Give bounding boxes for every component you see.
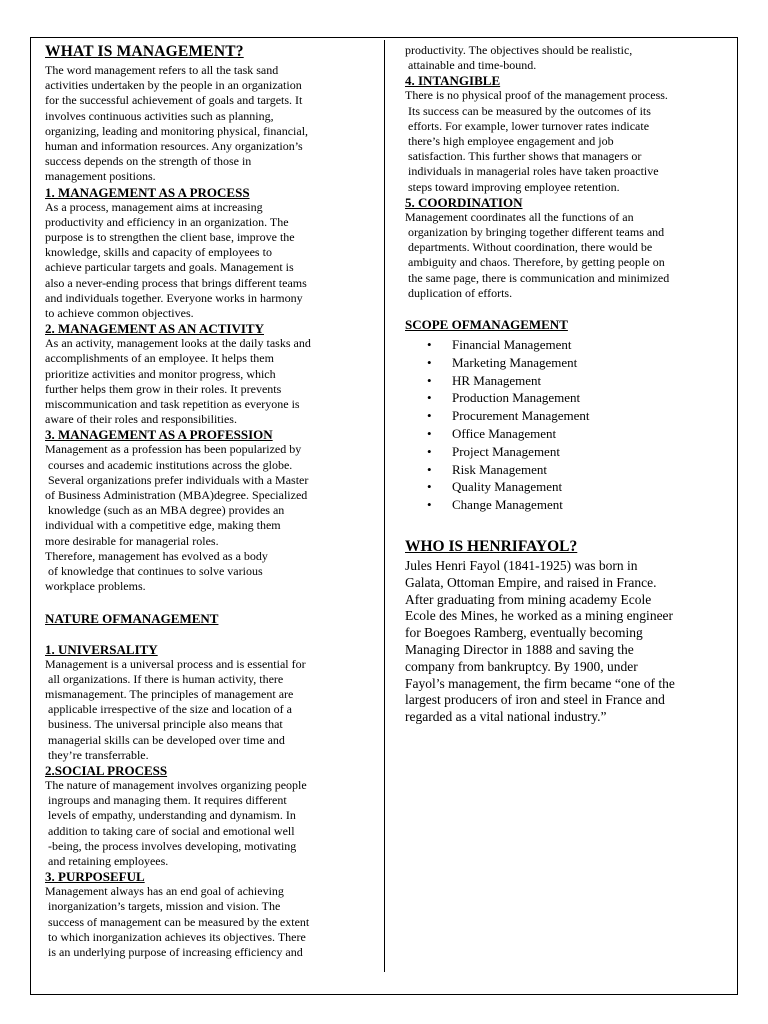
- bullet-icon: •: [427, 497, 432, 513]
- bullet-icon: •: [427, 461, 432, 477]
- section-heading-social-process: 2.SOCIAL PROCESS: [45, 762, 168, 778]
- nature-heading: NATURE OFMANAGEMENT: [45, 610, 219, 626]
- section-text-coordination: Management coordinates all the functions of an organization by bringing together different teams and departments. Without coordination, there would be ambiguity and chaos. Therefore, by getting people on the same page, there is communication and minimized duplication of efforts.: [405, 209, 670, 300]
- bullet-icon: •: [427, 443, 432, 459]
- bullet-icon: •: [427, 337, 432, 353]
- list-item: • Office Management: [427, 426, 557, 442]
- right-column: [405, 43, 725, 726]
- list-item: • Change Management: [427, 497, 563, 513]
- section-heading-profession: 3. MANAGEMENT AS A PROFESSION: [45, 427, 273, 443]
- scope-list: [405, 336, 725, 514]
- left-column: [45, 43, 365, 960]
- column-divider: [384, 40, 385, 972]
- list-item: • Production Management: [427, 390, 581, 406]
- list-item: • Marketing Management: [427, 354, 578, 370]
- scope-heading: SCOPE OFMANAGEMENT: [405, 317, 568, 333]
- section-heading-universality: 1. UNIVERSALITY: [45, 641, 158, 657]
- section-text-universality: Management is a universal process and is essential for all organizations. If there is human activity, there mismanagement. The principles of management are applicable irrespective of the size and location of a business. The universal principle also means that managerial skills can be developed over time and they’re transferrable.: [45, 656, 306, 762]
- list-item: • HR Management: [427, 372, 542, 388]
- section-text-profession: Management as a profession has been popularized by courses and academic institutions across the globe. Several organizations prefer individuals with a Master of Business Administration (MBA)degree. Specialized knowledge (such as an MBA degree) provides an individual with a competitive edge, making them more desirable for managerial roles. Therefore, management has evolved as a body of knowledge that continues to solve various workplace problems.: [45, 442, 309, 594]
- bullet-icon: •: [427, 372, 432, 388]
- bullet-icon: •: [427, 426, 432, 442]
- list-item: • Procurement Management: [427, 408, 590, 424]
- list-item: • Project Management: [427, 443, 560, 459]
- section-text-process: As a process, management aims at increasing productivity and efficiency in an organization. The purpose is to strengthen the client base, improve the knowledge, skills and capacity of employees to achieve particular targets and goals. Management is also a never-ending process that brings different teams and individuals together. Everyone works in harmony to achieve common objectives.: [45, 199, 307, 321]
- bullet-icon: •: [427, 354, 432, 370]
- intro-paragraph: The word management refers to all the task sand activities undertaken by the people in an organization for the successful achievement of goals and targets. It involves continuous activities such as planning, organizing, leading and monitoring physical, financial, human and information resources. Any organization’s success depends on the strength of those in management positions.: [45, 63, 309, 184]
- section-text-activity: As an activity, management looks at the daily tasks and accomplishments of an employee. It helps them prioritize activities and monitor progress, which further helps them grow in their roles. It prevents miscommunication and task repetition as everyone is aware of their roles and responsibilities.: [45, 336, 311, 427]
- section-heading-intangible: 4. INTANGIBLE: [405, 73, 501, 89]
- bullet-icon: •: [427, 390, 432, 406]
- section-text-social-process: The nature of management involves organizing people ingroups and managing them. It requires different levels of empathy, understanding and dynamism. In addition to taking care of social and emotional well -being, the process involves developing, motivating and retaining employees.: [45, 777, 307, 868]
- list-item: • Risk Management: [427, 461, 547, 477]
- page-title: WHAT IS MANAGEMENT?: [45, 43, 244, 60]
- list-item: • Financial Management: [427, 337, 572, 353]
- section-text-intangible: There is no physical proof of the management process. Its success can be measured by the outcomes of its efforts. For example, lower turnover rates indicate there’s high employee engagement and job satisfaction. This further shows that managers or individuals in managerial roles have taken proactive steps toward improving employee retention.: [405, 88, 668, 194]
- list-item: • Quality Management: [427, 479, 563, 495]
- fayol-paragraph: Jules Henri Fayol (1841-1925) was born in Galata, Ottoman Empire, and raised in France. After graduating from mining academy Ecole Ecole des Mines, he worked as a mining engineer for Boegoes Ramberg, eventually becoming Managing Director in 1888 and saving the company from bankruptcy. By 1900, under Fayol’s management, the firm became “one of the largest producers of iron and steel in France and regarded as a vital national industry.”: [405, 558, 675, 725]
- bullet-icon: •: [427, 479, 432, 495]
- section-heading-process: 1. MANAGEMENT AS A PROCESS: [45, 184, 250, 200]
- continued-paragraph: productivity. The objectives should be realistic, attainable and time-bound.: [405, 43, 633, 73]
- section-heading-activity: 2. MANAGEMENT AS AN ACTIVITY: [45, 321, 264, 337]
- section-heading-purposeful: 3. PURPOSEFUL: [45, 869, 145, 885]
- section-heading-coordination: 5. COORDINATION: [405, 194, 523, 210]
- bullet-icon: •: [427, 408, 432, 424]
- fayol-heading: WHO IS HENRIFAYOL?: [405, 538, 578, 556]
- section-text-purposeful: Management always has an end goal of achieving inorganization’s targets, mission and vision. The success of management can be measured by the extent to which inorganization achieves its objectives. There is an underlying purpose of increasing efficiency and: [45, 884, 310, 959]
